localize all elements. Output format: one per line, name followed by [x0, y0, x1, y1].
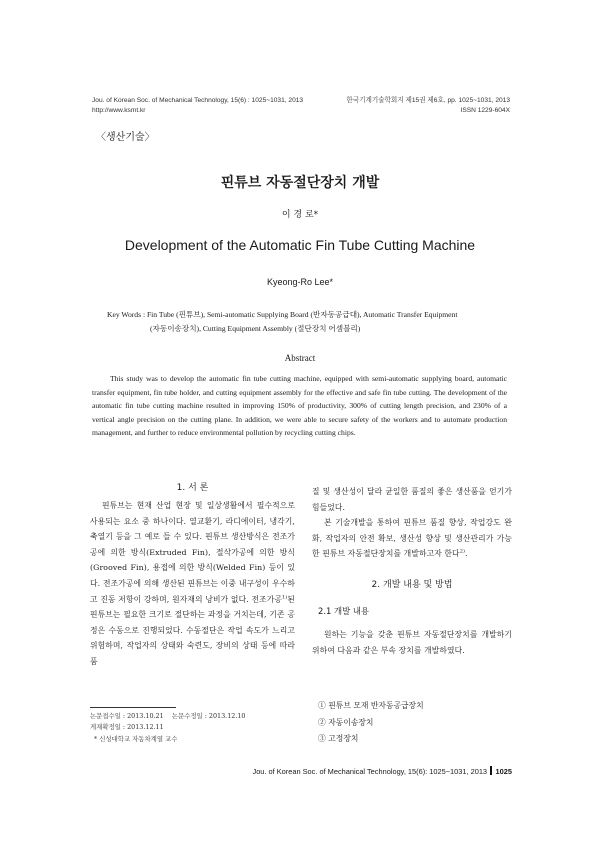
journal-citation-ko: 한국기계기술학회지 제15권 제6호, pp. 1025~1031, 2013 — [346, 97, 510, 104]
goal-period: . — [465, 549, 468, 559]
keywords-line-1: Key Words : Fin Tube (핀튜브), Semi-automatic Supplying Board (반자동공급대), Automatic Transfer Equipment — [107, 310, 458, 319]
keywords — [107, 308, 507, 335]
right-column-top — [312, 484, 512, 562]
received-date: 논문접수일 : 2013.10.21 — [90, 712, 164, 720]
section-1-text-b: 된 핀튜브는 필요한 크기로 절단하는 과정을 거치는데, 기존 공정은 수동으로 진행되었다. 수동절단은 작업 속도가 느리고 위험하며, 작업자의 상태와 숙련도, 장비의 상태 등에 따라 품 — [90, 594, 295, 666]
abstract-heading: Abstract — [284, 353, 316, 363]
running-footer — [230, 766, 512, 776]
footnotes — [90, 711, 246, 745]
author-affiliation: * 신성대학교 자동차계열 교수 — [94, 735, 178, 744]
section-2-1-body — [312, 627, 512, 658]
section-1-paragraph — [90, 498, 295, 670]
issn: ISSN 1229-604X — [460, 107, 510, 114]
running-header-right — [300, 96, 510, 116]
list-item: ② 자동이송장치 — [318, 717, 374, 727]
section-1-heading: 1. 서 론 — [176, 483, 209, 493]
reference-1: 1) — [282, 593, 288, 600]
component-list — [318, 698, 424, 748]
section-2-heading: 2. 개발 내용 및 방법 — [371, 580, 453, 590]
accepted-date: 게재확정일 : 2013.12.11 — [90, 722, 164, 731]
title-korean: 핀튜브 자동절단장치 개발 — [220, 175, 380, 191]
footer-journal: Jou. of Korean Soc. of Mechanical Technology, 15(6): 1025~1031, 2013 — [252, 767, 488, 776]
page-number: 1025 — [495, 767, 512, 776]
journal-citation: Jou. of Korean Soc. of Mechanical Technology, 15(6) : 1025~1031, 2013 — [92, 97, 304, 104]
abstract-body: This study was to develop the automatic fin tube cutting machine, equipped with semi-automatic supplying board, automatic transfer equipment, fin tube holder, and cutting equipment assembly for the effective and safe fin tube cutting. The development of the automatic fin tube cutting machine resulted in improving 150% of productivity, 300% of cutting length precision, and 230% of a vertical angle precision on the cutting plane. In addition, we were able to secure safety of the workers and to automate production management, and further to reduce environmental pollution by recycling cutting chips. — [92, 374, 507, 438]
title-english: Development of the Automatic Fin Tube Cutting Machine — [124, 237, 476, 253]
section-2-1-paragraph: 원하는 기능을 갖춘 핀튜브 자동절단장치를 개발하기 위하여 다음과 같은 부속 장치를 개발하였다. — [312, 630, 512, 655]
list-item: ③ 고정장치 — [318, 734, 359, 743]
reference-2: 2) — [459, 548, 466, 555]
section-2-1-heading: 2.1 개발 내용 — [318, 606, 370, 616]
author-korean: 이 경 로* — [281, 210, 319, 220]
footer-divider — [490, 766, 492, 775]
list-item: ① 핀튜브 모재 반자동공급장치 — [318, 701, 424, 710]
author-english: Kyeong-Ro Lee* — [266, 277, 334, 287]
footnote-rule — [90, 707, 176, 708]
section-1-text-a: 핀튜브는 현재 산업 현장 및 일상생활에서 필수적으로 사용되는 요소 중 하나이다. 열교환기, 라디에이터, 냉각기, 축열기 등을 그 예로 들 수 있다. 핀튜브 생산방식은 전조가공에 의한 방식(Extruded Fin), 절삭가공에 의한 방식(Grooved Fin), 용접에 의한 방식(Welded Fin) 등이 있다. 전조가공에 의해 생산된 핀튜브는 이중 내구성이 우수하고 진동 저항이 강하며, 원자재의 낭비가 없다. 전조가공 — [90, 501, 295, 604]
revised-date: 논문수정일 : 2013.12.10 — [171, 712, 246, 720]
keywords-line-2: (자동이송장치), Cutting Equipment Assembly (절단장치 어셈블리) — [150, 323, 361, 333]
journal-url: http://www.ksmt.kr — [92, 107, 146, 114]
development-goal-paragraph — [312, 515, 512, 562]
footnote-dates — [90, 711, 246, 722]
section-tag: 〈생산기술〉 — [96, 132, 155, 143]
goal-text: 본 기술개발을 통하여 핀튜브 품질 향상, 작업강도 완화, 작업자의 안전 확보, 생산성 향상 및 생산관리가 가능한 핀튜브 자동절단장치를 개발하고자 한다 — [312, 518, 512, 559]
section-1-body — [90, 498, 295, 670]
continued-paragraph: 질 및 생산성이 달라 균일한 품질의 좋은 생산품을 얻기가 힘들었다. — [312, 487, 512, 512]
